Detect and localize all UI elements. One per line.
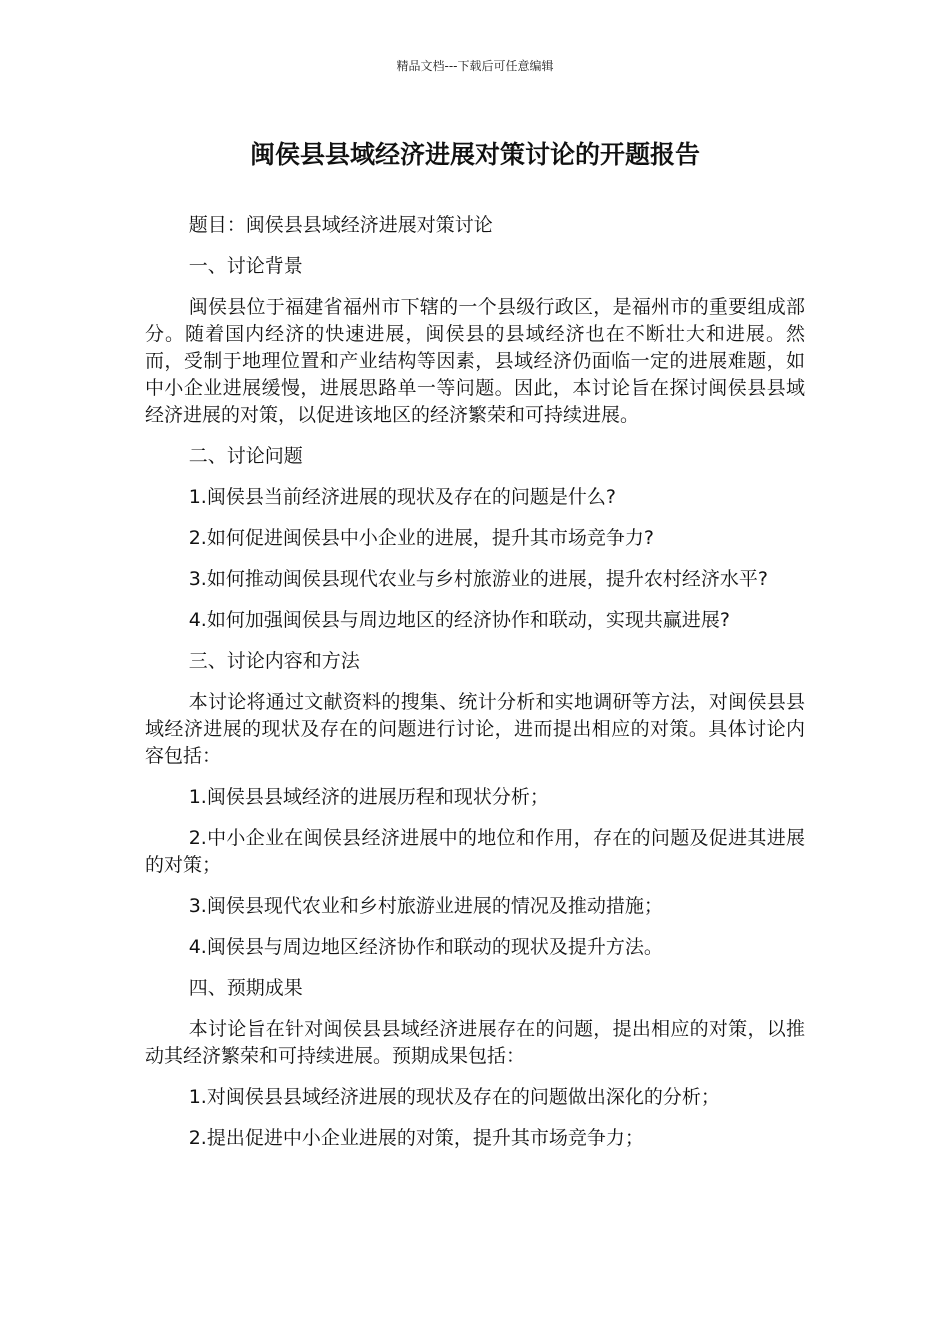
question-item-3: 3.如何推动闽侯县现代农业与乡村旅游业的进展，提升农村经济水平?: [188, 568, 768, 590]
background-paragraph: 闽侯县位于福建省福州市下辖的一个县级行政区，是福州市的重要组成部分。随着国内经济的快速进展，闽侯县的县域经济也在不断壮大和进展。然而，受制于地理位置和产业结构等因素，县域经济仍面临一定的进展难题，如中小企业进展缓慢，进展思路单一等问题。因此，本讨论旨在探讨闽侯县县域经济进展的对策，以促进该地区的经济繁荣和可持续进展。: [145, 296, 805, 426]
section-heading-questions: 二、讨论问题: [188, 445, 303, 467]
outcome-item-1: 1.对闽侯县县域经济进展的现状及存在的问题做出深化的分析；: [188, 1086, 720, 1108]
content-item-2: 2.中小企业在闽侯县经济进展中的地位和作用，存在的问题及促进其进展的对策；: [145, 827, 805, 876]
methods-paragraph: 本讨论将通过文献资料的搜集、统计分析和实地调研等方法，对闽侯县县域经济进展的现状及存在的问题进行讨论，进而提出相应的对策。具体讨论内容包括：: [145, 691, 805, 767]
section-heading-outcomes: 四、预期成果: [188, 977, 303, 999]
section-heading-background: 一、讨论背景: [188, 255, 303, 277]
document-body: [145, 212, 805, 1166]
content-item-3: 3.闽侯县现代农业和乡村旅游业进展的情况及推动措施；: [188, 895, 663, 917]
question-item-2: 2.如何促进闽侯县中小企业的进展，提升其市场竞争力?: [188, 527, 654, 549]
outcome-item-2: 2.提出促进中小企业进展的对策，提升其市场竞争力；: [188, 1127, 644, 1149]
question-item-4: 4.如何加强闽侯县与周边地区的经济协作和联动，实现共赢进展?: [188, 609, 730, 631]
topic-line: 题目：闽侯县县域经济进展对策讨论: [188, 214, 493, 236]
page-header-note: 精品文档---下载后可任意编辑: [396, 59, 554, 73]
question-item-1: 1.闽侯县当前经济进展的现状及存在的问题是什么?: [188, 486, 616, 508]
content-item-4: 4.闽侯县与周边地区经济协作和联动的现状及提升方法。: [188, 936, 663, 958]
outcomes-paragraph: 本讨论旨在针对闽侯县县域经济进展存在的问题，提出相应的对策，以推动其经济繁荣和可持续进展。预期成果包括：: [145, 1018, 805, 1067]
section-heading-methods: 三、讨论内容和方法: [188, 650, 360, 672]
content-item-1: 1.闽侯县县域经济的进展历程和现状分析；: [188, 786, 549, 808]
document-title: 闽侯县县域经济进展对策讨论的开题报告: [249, 140, 700, 169]
